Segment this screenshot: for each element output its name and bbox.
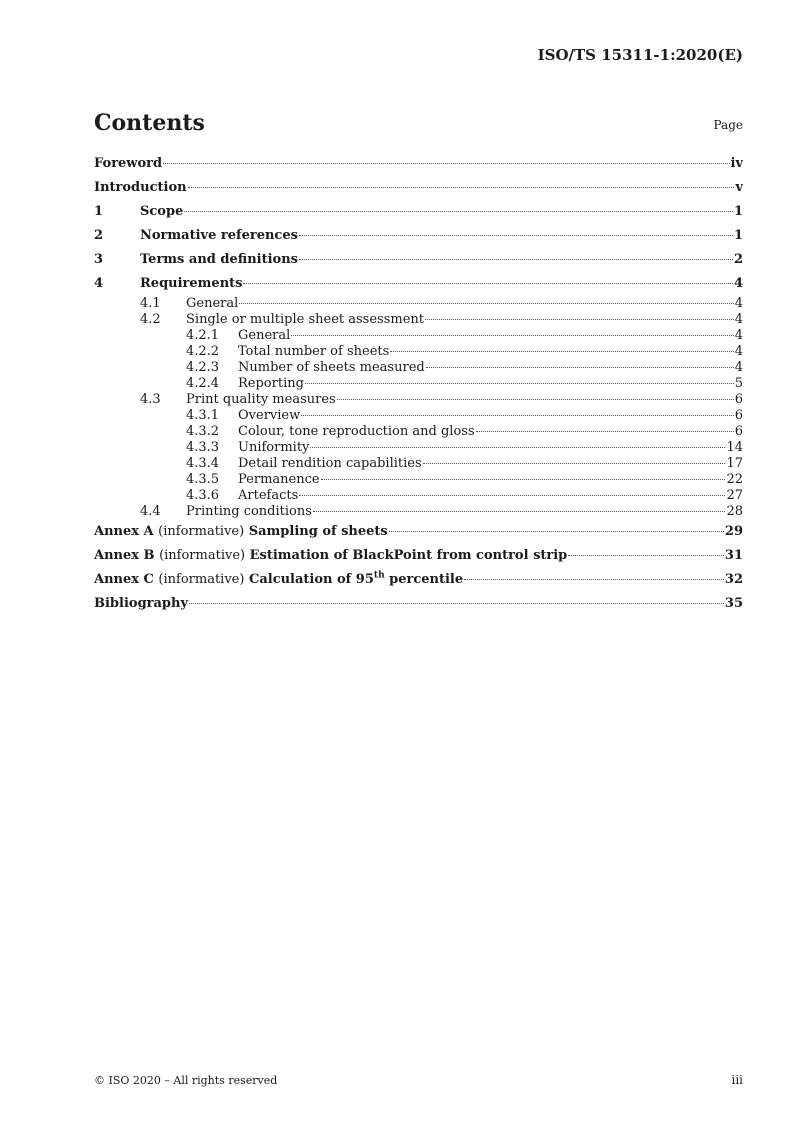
toc-entry-page: 6 [734, 392, 743, 407]
toc-entry-page: 27 [726, 488, 743, 503]
toc-entry-title: Print quality measures [186, 392, 336, 407]
toc-entry-number: 4.2.1 [186, 328, 220, 343]
toc-entry-title: Scope [140, 204, 184, 219]
toc-entry-requirements[interactable] [94, 272, 743, 296]
toc-entry-4-3-2[interactable] [94, 424, 743, 440]
toc-entry-title: Total number of sheets [238, 344, 390, 359]
toc-entry-bibliography[interactable] [94, 592, 743, 616]
dot-leader [239, 303, 733, 304]
dot-leader [299, 259, 733, 260]
dot-leader [184, 211, 733, 212]
toc-entry-page: 22 [726, 472, 743, 487]
toc-entry-number: 4.2 [140, 312, 161, 327]
toc-entry-4-3-1[interactable] [94, 408, 743, 424]
dot-leader [310, 447, 725, 448]
toc-entry-title: Bibliography [94, 596, 189, 611]
toc-entry-4-2-1[interactable] [94, 328, 743, 344]
annex-informative: (informative) [158, 524, 245, 539]
toc-entry-title: Calculation of 95th percentile [248, 570, 464, 587]
toc-entry-page: 14 [726, 440, 743, 455]
annex-informative: (informative) [159, 548, 246, 563]
table-of-contents [94, 152, 743, 616]
toc-entry-4-4[interactable] [94, 504, 743, 520]
toc-entry-scope[interactable] [94, 200, 743, 224]
toc-entry-number: 4.2.3 [186, 360, 220, 375]
toc-entry-page: 32 [724, 572, 743, 587]
toc-entry-4-1[interactable] [94, 296, 743, 312]
toc-entry-title: Printing conditions [186, 504, 312, 519]
toc-entry-title: Number of sheets measured [238, 360, 425, 375]
dot-leader [163, 163, 729, 164]
toc-entry-4-2-3[interactable] [94, 360, 743, 376]
toc-entry-number: 1 [94, 204, 104, 219]
annex-label: Annex C [94, 572, 154, 587]
toc-entry-number: 4.1 [140, 296, 161, 311]
toc-entry-title: Sampling of sheets [248, 524, 388, 539]
annex-label: Annex A [94, 524, 154, 539]
toc-entry-4-3[interactable] [94, 392, 743, 408]
annex-informative: (informative) [158, 572, 245, 587]
toc-entry-page: 4 [734, 296, 743, 311]
dot-leader [337, 399, 734, 400]
toc-entry-4-3-4[interactable] [94, 456, 743, 472]
toc-entry-number: 2 [94, 228, 104, 243]
toc-entry-page: 1 [733, 228, 743, 243]
dot-leader [568, 555, 724, 556]
toc-entry-page: 17 [726, 456, 743, 471]
toc-entry-title: Reporting [238, 376, 304, 391]
toc-entry-annex-b[interactable] [94, 544, 743, 568]
toc-entry-4-2[interactable] [94, 312, 743, 328]
toc-entry-number: 4.4 [140, 504, 161, 519]
dot-leader [305, 383, 734, 384]
dot-leader [291, 335, 733, 336]
dot-leader [313, 511, 726, 512]
dot-leader [299, 495, 725, 496]
dot-leader [423, 463, 726, 464]
dot-leader [301, 415, 733, 416]
toc-entry-number: 4.3.2 [186, 424, 220, 439]
dot-leader [464, 579, 724, 580]
toc-entry-page: 4 [733, 276, 743, 291]
toc-entry-title: Permanence [238, 472, 320, 487]
toc-entry-title: Requirements [140, 276, 243, 291]
toc-entry-page: 1 [733, 204, 743, 219]
toc-entry-page: iv [730, 156, 743, 171]
toc-entry-number: 3 [94, 252, 104, 267]
toc-entry-number: 4.2.4 [186, 376, 220, 391]
toc-entry-title: General [238, 328, 291, 343]
toc-entry-title: Colour, tone reproduction and gloss [238, 424, 475, 439]
document-id: ISO/TS 15311-1:2020(E) [537, 46, 743, 64]
toc-entry-4-3-6[interactable] [94, 488, 743, 504]
toc-entry-page: 35 [724, 596, 743, 611]
toc-entry-title: Terms and definitions [140, 252, 298, 267]
toc-entry-number: 4.3.1 [186, 408, 220, 423]
dot-leader [426, 367, 734, 368]
dot-leader [299, 235, 733, 236]
toc-entry-number: 4.3 [140, 392, 161, 407]
page-column-label: Page [713, 118, 743, 132]
toc-entry-page: 29 [724, 524, 743, 539]
toc-entry-title: Overview [238, 408, 301, 423]
dot-leader [390, 351, 733, 352]
toc-entry-number: 4.3.3 [186, 440, 220, 455]
dot-leader [389, 531, 724, 532]
toc-entry-4-3-3[interactable] [94, 440, 743, 456]
toc-entry-introduction[interactable] [94, 176, 743, 200]
toc-entry-terms-and-definitions[interactable] [94, 248, 743, 272]
toc-entry-page: 2 [733, 252, 743, 267]
toc-entry-title: Uniformity [238, 440, 310, 455]
toc-entry-annex-c[interactable] [94, 568, 743, 592]
dot-leader [189, 603, 724, 604]
dot-leader [243, 283, 732, 284]
page-title: Contents [94, 110, 205, 136]
toc-entry-title: Detail rendition capabilities [238, 456, 422, 471]
toc-entry-number: 4.3.5 [186, 472, 220, 487]
toc-entry-title: Normative references [140, 228, 298, 243]
toc-entry-page: 28 [726, 504, 743, 519]
dot-leader [321, 479, 726, 480]
toc-entry-number: 4.3.6 [186, 488, 220, 503]
toc-entry-page: v [735, 180, 743, 195]
toc-entry-title: Introduction [94, 180, 187, 195]
dot-leader [188, 187, 735, 188]
toc-entry-title: Artefacts [238, 488, 299, 503]
dot-leader [425, 319, 734, 320]
toc-entry-page: 4 [734, 328, 743, 343]
toc-entry-page: 4 [734, 312, 743, 327]
toc-entry-page: 4 [734, 360, 743, 375]
copyright-notice: © ISO 2020 – All rights reserved [94, 1074, 278, 1087]
toc-entry-title: Single or multiple sheet assessment [186, 312, 424, 327]
toc-entry-4-2-2[interactable] [94, 344, 743, 360]
toc-entry-foreword[interactable] [94, 152, 743, 176]
toc-entry-title: General [186, 296, 239, 311]
toc-entry-page: 6 [734, 408, 743, 423]
toc-entry-page: 6 [734, 424, 743, 439]
page-number: iii [731, 1073, 743, 1087]
toc-entry-normative-references[interactable] [94, 224, 743, 248]
toc-entry-title: Estimation of BlackPoint from control strip [249, 548, 568, 563]
toc-entry-page: 5 [734, 376, 743, 391]
toc-entry-title: Foreword [94, 156, 163, 171]
toc-entry-number: 4.3.4 [186, 456, 220, 471]
toc-entry-page: 31 [724, 548, 743, 563]
dot-leader [476, 431, 734, 432]
toc-entry-page: 4 [734, 344, 743, 359]
toc-entry-annex-a[interactable] [94, 520, 743, 544]
toc-entry-4-2-4[interactable] [94, 376, 743, 392]
toc-entry-4-3-5[interactable] [94, 472, 743, 488]
toc-entry-number: 4.2.2 [186, 344, 220, 359]
toc-entry-number: 4 [94, 276, 104, 291]
annex-label: Annex B [94, 548, 155, 563]
